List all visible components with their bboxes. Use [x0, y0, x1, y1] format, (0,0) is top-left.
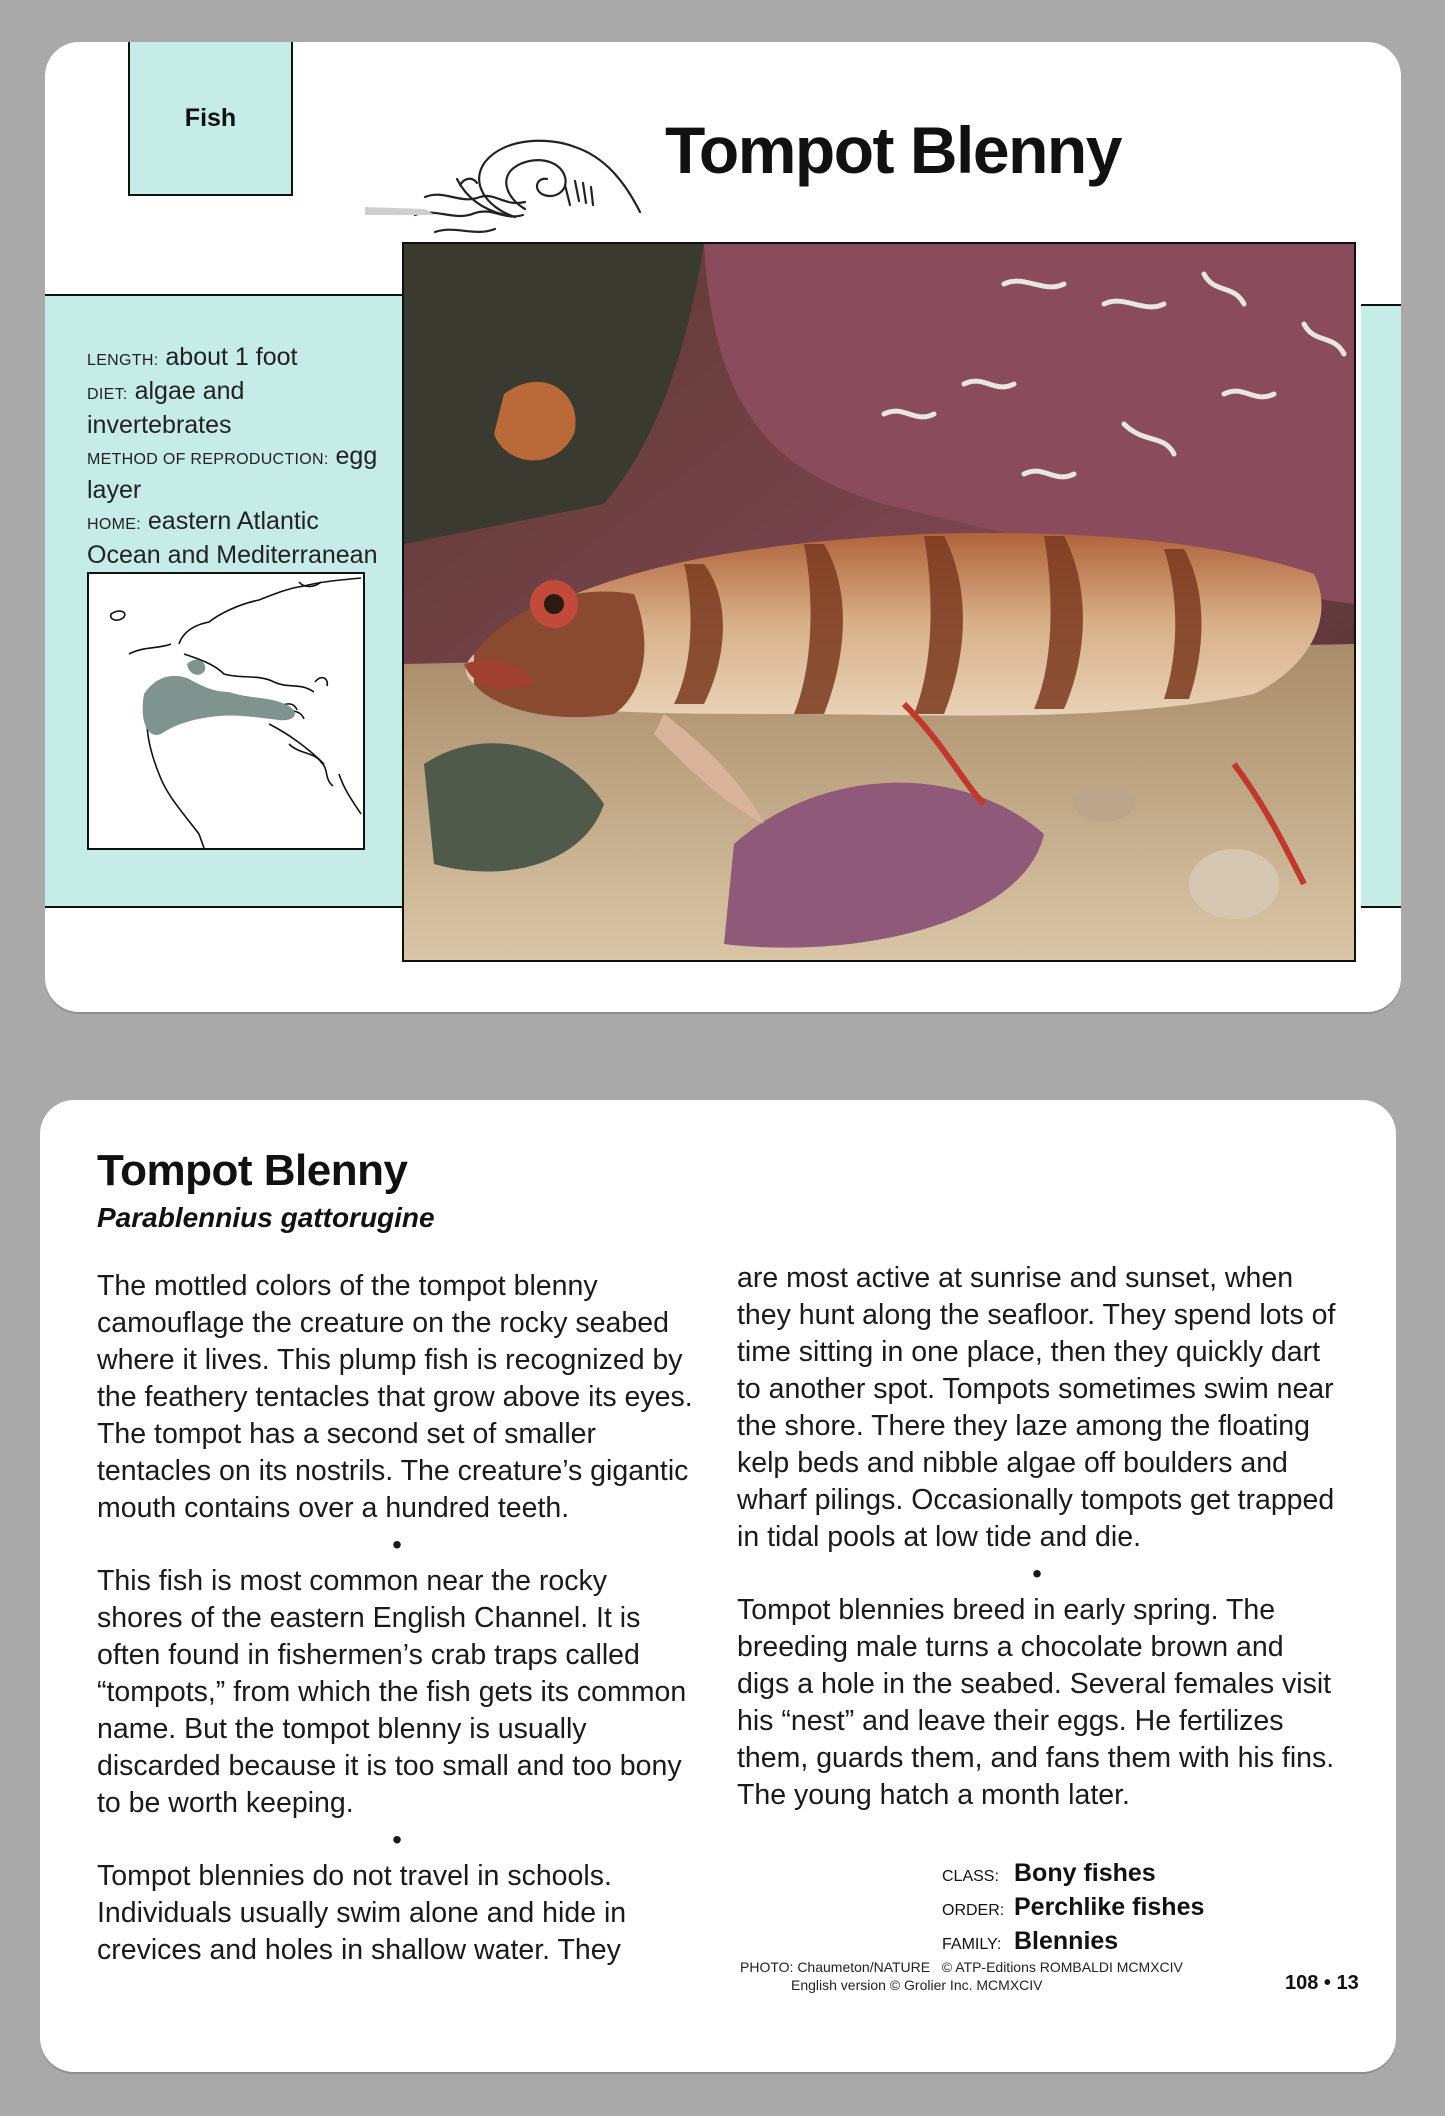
bullet-separator: • — [392, 1529, 402, 1560]
scientific-name: Parablennius gattorugine — [97, 1202, 435, 1233]
bullet-separator: • — [1032, 1558, 1042, 1589]
paragraph: This fish is most common near the rocky shores of the eastern English Channel. It is often found in fishermen’s crab traps called “tompots,” from which the fish gets its common name. But the tompot blenny is usually discarded because it is too small and too bony to be worth keeping. — [97, 1565, 687, 1819]
text-column-left — [97, 1268, 697, 1969]
copyright-english: English version © Grolier Inc. MCMXCIV — [791, 1977, 1043, 1993]
fact-home: HOME: eastern Atlantic Ocean and Mediterranean Sea — [87, 507, 378, 600]
text-column-right — [737, 1260, 1337, 1814]
accent-stripe — [1361, 304, 1401, 908]
photo-credit: Chaumeton/NATURE — [797, 1959, 931, 1975]
paragraph: are most active at sunrise and sunset, when they hunt along the seafloor. They spend lots of time sitting in one place, then they quickly dart to another spot. Tompots sometimes swim near the shore. There they laze among the floating kelp beds and nibble algae off boulders and wharf pilings. Occasionally tompots get trapped in tidal pools at low tide and die. — [737, 1262, 1336, 1553]
fact-reproduction: METHOD OF REPRODUCTION: egg layer — [87, 442, 378, 504]
wave-icon — [365, 97, 665, 257]
front-card — [45, 42, 1401, 1012]
paragraph: The mottled colors of the tompot blenny camouflage the creature on the rocky seabed where it lives. This plump fish is recognized by the feathery tentacles that grow above its eyes. The tompot has a second set of smaller tentacles on its nostrils. The creature’s gigantic mouth contains over a hundred teeth. — [97, 1270, 693, 1524]
taxon-family: FAMILY: Blennies — [942, 1927, 1119, 1955]
bullet-separator: • — [392, 1824, 402, 1855]
paragraph: Tompot blennies breed in early spring. The breeding male turns a chocolate brown and digs a hole in the seabed. Several females visit his “nest” and leave their eggs. He fertilizes them, guards them, and fans them with his fins. The young hatch a month later. — [737, 1594, 1335, 1811]
copyright: © ATP-Editions ROMBALDI MCMXCIV — [941, 1959, 1183, 1975]
taxon-class: CLASS: Bony fishes — [942, 1859, 1156, 1887]
card-number: 108 • 13 — [1285, 1972, 1359, 1994]
fact-diet: DIET: algae and invertebrates — [87, 377, 245, 439]
fact-list — [87, 342, 387, 602]
taxonomy — [942, 1858, 1204, 1960]
card-title: Tompot Blenny — [665, 113, 1121, 187]
back-card — [40, 1100, 1396, 2072]
range-map — [87, 572, 365, 850]
taxon-order: ORDER: Perchlike fishes — [942, 1893, 1205, 1921]
paragraph: Tompot blennies do not travel in schools. Individuals usually swim alone and hide in crevices and holes in shallow water. They — [97, 1860, 627, 1966]
photo-label: PHOTO: — [740, 1959, 794, 1975]
photo-credits — [740, 1958, 1183, 1994]
fact-length: LENGTH: about 1 foot — [87, 343, 298, 371]
back-title: Tompot Blenny — [97, 1146, 408, 1195]
fish-photo — [402, 242, 1356, 962]
category-label: Fish — [128, 42, 293, 196]
